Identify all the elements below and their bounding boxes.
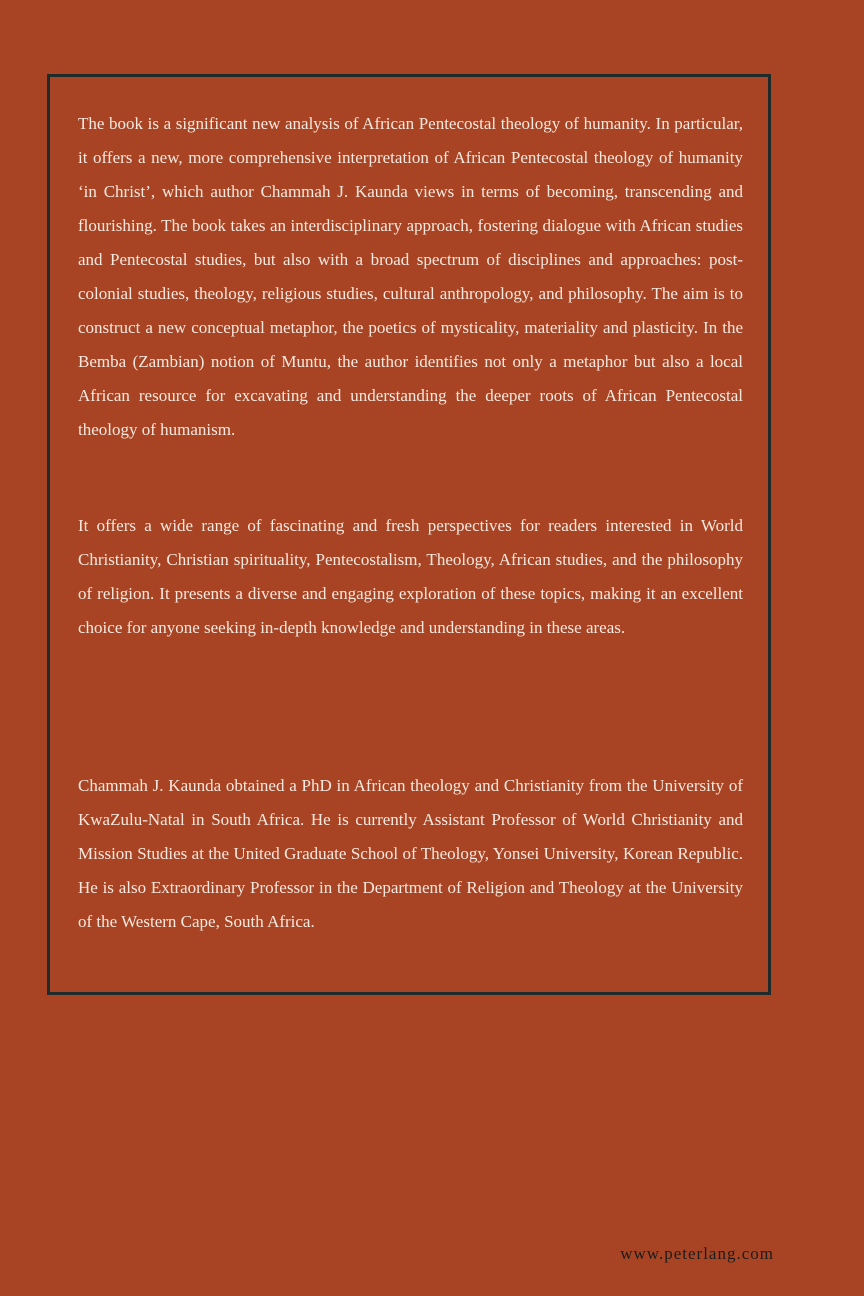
publisher-url: www.peterlang.com	[620, 1244, 774, 1263]
description-paragraph-2: It offers a wide range of fascinating and fresh perspectives for readers interested in World Christianity, Christian spirituality, Pentecostalism, Theology, African studies, and the philosophy of religion. It presents a diverse and engaging exploration of these topics, making it an excellent choice for anyone seeking in-depth knowledge and understanding in these areas.	[78, 516, 743, 637]
description-paragraph-1: The book is a significant new analysis of African Pentecostal theology of humanity. In particular, it offers a new, more comprehensive interpretation of African Pentecostal theology of humanity ‘in Christ’, which author Chammah J. Kaunda views in terms of becoming, transcending and flourishing. The book takes an interdisciplinary approach, fostering dialogue with African studies and Pentecostal studies, but also with a broad spectrum of disciplines and approaches: post-colonial studies, theology, religious studies, cultural anthropology, and philosophy. The aim is to construct a new conceptual metaphor, the poetics of mysticality, materiality and plasticity. In the Bemba (Zambian) notion of Muntu, the author identifies not only a metaphor but also a local African resource for excavating and understanding the deeper roots of African Pentecostal theology of humanism.	[78, 114, 743, 439]
author-bio: Chammah J. Kaunda obtained a PhD in African theology and Christianity from the University of KwaZulu-Natal in South Africa. He is currently Assistant Professor of World Christianity and Mission Studies at the United Graduate School of Theology, Yonsei University, Korean Republic. He is also Extraordinary Professor in the Department of Religion and Theology at the University of the Western Cape, South Africa.	[78, 776, 743, 931]
